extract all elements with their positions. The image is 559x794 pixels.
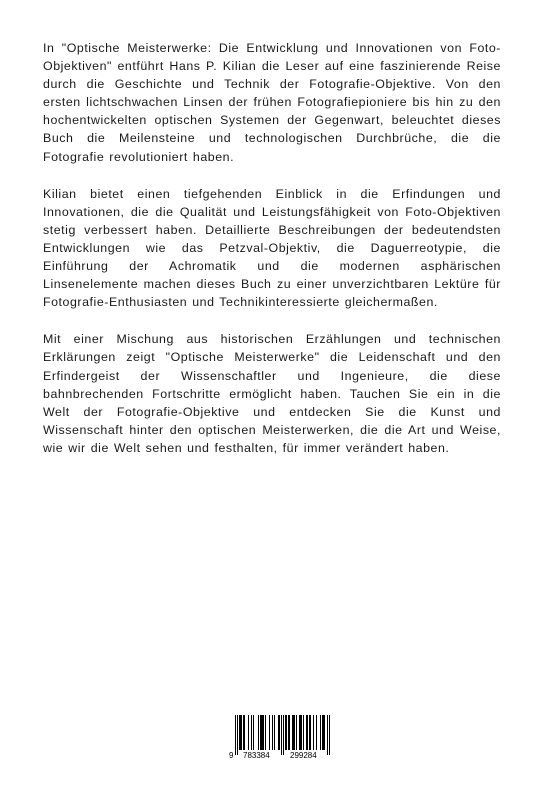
barcode-bar	[261, 715, 262, 750]
barcode-bar	[265, 715, 266, 750]
barcode-bar	[322, 715, 323, 750]
barcode-guard-bar	[281, 715, 282, 755]
barcode-right-group: 299284	[290, 751, 317, 760]
barcode-bar	[263, 715, 264, 750]
barcode-bar	[296, 715, 297, 750]
barcode-bar	[292, 715, 293, 750]
barcode-bar	[278, 715, 279, 750]
barcode-bar	[260, 715, 261, 750]
barcode-first-digit: 9	[229, 751, 234, 760]
barcode-bar	[258, 715, 259, 750]
barcode-bar	[239, 715, 240, 750]
barcode-left-group: 783384	[243, 751, 270, 760]
barcode-bar	[288, 715, 289, 750]
barcode-guard-bar	[327, 715, 328, 755]
barcode-bars	[229, 715, 333, 755]
barcode-bar	[244, 715, 245, 750]
barcode-bar	[253, 715, 254, 750]
barcode-bar	[294, 715, 295, 750]
barcode-bar	[240, 715, 241, 750]
barcode-bar	[324, 715, 325, 750]
barcode-bar	[286, 715, 287, 750]
barcode-bar	[309, 715, 310, 750]
barcode-bar	[248, 715, 249, 750]
barcode-bar	[241, 715, 242, 750]
barcode-bar	[313, 715, 314, 750]
barcode-bar	[307, 715, 308, 750]
barcode-bar	[300, 715, 301, 750]
barcode-bar	[262, 715, 263, 750]
barcode-bar	[251, 715, 252, 750]
isbn-barcode	[229, 715, 333, 761]
barcode-bar	[274, 715, 275, 750]
barcode-bar	[301, 715, 302, 750]
blurb-paragraph-1: In "Optische Meisterwerke: Die Entwicklung und Innovationen von Foto-Objektiven" entführt Hans P. Kilian die Leser auf eine faszinierende Reise durch die Geschichte und Technik der Fotografie-Objektive. Von den ersten lichtschwachen Linsen der frühen Fotografiepioniere bis hin zu den hochentwickelten optischen Systemen der Gegenwart, beleuchtet dieses Buch die Meilensteine und technologischen Durchbrüche, die die Fotografie revolutioniert haben.	[43, 41, 501, 164]
blurb-paragraph-2: Kilian bietet einen tiefgehenden Einblick in die Erfindungen und Innovationen, die die Qualität und Leistungsfähigkeit von Foto-Objektiven stetig verbessert haben. Detaillierte Beschreibungen der bedeutendsten Entwicklungen wie das Petzval-Objektiv, die Daguerreotypie, die Einführung der Achromatik und die modernen asphärischen Linsenelemente machen dieses Buch zu einer unverzichtbaren Lektüre für Fotografie-Enthusiasten und Technikinteressierte gleichermaßen.	[43, 186, 501, 310]
barcode-bar	[293, 715, 294, 750]
barcode-bar	[243, 715, 244, 750]
barcode-bar	[289, 715, 290, 750]
barcode-guard-bar	[237, 715, 238, 755]
barcode-bar	[316, 715, 317, 750]
barcode-bar	[269, 715, 270, 750]
barcode-digits	[229, 751, 333, 761]
barcode-bar	[306, 715, 307, 750]
barcode-bar	[320, 715, 321, 750]
barcode-guard-bar	[329, 715, 330, 755]
barcode-guard-bar	[235, 715, 236, 755]
barcode-bar	[299, 715, 300, 750]
back-cover-blurb	[43, 39, 501, 476]
blurb-paragraph-3: Mit einer Mischung aus historischen Erzählungen und technischen Erklärungen zeigt "Optische Meisterwerke" die Leidenschaft und den Erfindergeist der Wissenschaftler und Ingenieure, die diese bahnbrechenden Fortschritte ermöglicht haben. Tauchen Sie ein in die Welt der Fotografie-Objektive und entdecken Sie die Kunst und Wissenschaft hinter den optischen Meisterwerken, die die Art und Weise, wie wir die Welt sehen und festhalten, für immer verändert haben.	[43, 332, 501, 455]
barcode-bar	[279, 715, 280, 750]
barcode-bar	[285, 715, 286, 750]
barcode-bar	[303, 715, 304, 750]
barcode-guard-bar	[283, 715, 284, 755]
barcode-bar	[323, 715, 324, 750]
barcode-bar	[310, 715, 311, 750]
barcode-bar	[272, 715, 273, 750]
